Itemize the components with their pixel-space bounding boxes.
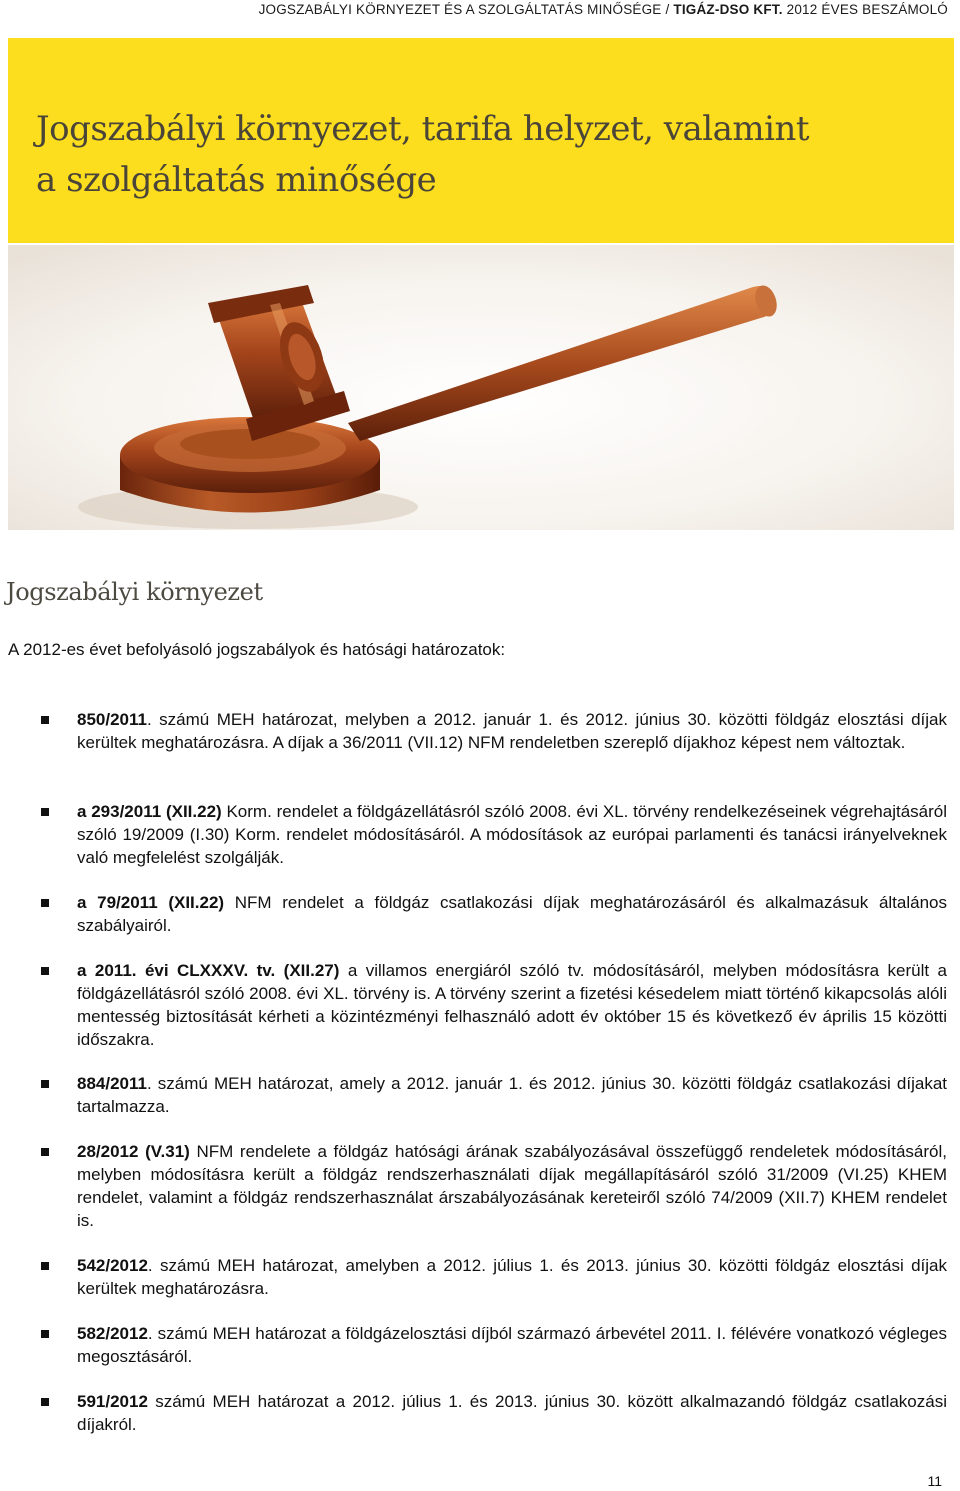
- list-item: [77, 891, 947, 937]
- square-bullet-icon: [41, 967, 49, 975]
- regulation-text: számú MEH határozat a 2012. július 1. és 2013. június 30. között alkalmazandó földgáz csatlakozási díjakról.: [77, 1392, 947, 1434]
- regulation-text: . számú MEH határozat, melyben a 2012. január 1. és 2012. június 30. közötti földgáz elosztási díjak kerültek meghatározásra. A díjak a 36/2011 (VII.12) NFM rendeletben szereplő díjakhoz képest nem változtak.: [77, 710, 947, 752]
- regulation-text: NFM rendelet a földgáz csatlakozási díjak meghatározásáról és alkalmazásuk általános szabályairól.: [77, 893, 947, 935]
- page-number: 11: [927, 1473, 942, 1489]
- regulation-ref: 582/2012: [77, 1324, 148, 1343]
- square-bullet-icon: [41, 1262, 49, 1270]
- gavel-photo: [8, 245, 954, 530]
- title-band: [8, 38, 954, 243]
- square-bullet-icon: [41, 808, 49, 816]
- page-title-line-1: Jogszabályi környezet, tarifa helyzet, valamint: [36, 109, 810, 149]
- regulation-ref: 850/2011: [77, 710, 147, 729]
- square-bullet-icon: [41, 1398, 49, 1406]
- regulation-text: a villamos energiáról szóló tv. módosításáról, melyben módosításra került a földgázellátásról szóló 2008. évi XL. törvény is. A törvény szerint a fizetési késedelem miatt történő kikapcsolás alóli mentesség biztosítását kérheti a közintézményi felhasználó adott év október 15 és következő év április 15 közötti időszakra.: [77, 961, 947, 1049]
- gavel-illustration: [8, 245, 954, 530]
- regulation-ref: a 293/2011 (XII.22): [77, 802, 222, 821]
- regulation-text: NFM rendelete a földgáz hatósági árának szabályozásával összefüggő rendeletek módosításáról, melyben módosításra került a földgáz rendszerhasználati díjak megállapításáról szóló 31/2009 (VI.25) KHEM rendelet, valamint a földgáz rendszerhasználat árszabályozásának kereteiről szóló 74/2009 (XII.7) KHEM rendelet is.: [77, 1142, 947, 1230]
- list-item: [77, 959, 947, 1051]
- regulation-ref: 884/2011: [77, 1074, 147, 1093]
- list-item: [77, 1072, 947, 1118]
- running-header-prefix: JOGSZABÁLYI KÖRNYEZET ÉS A SZOLGÁLTATÁS MINŐSÉGE /: [258, 2, 674, 17]
- square-bullet-icon: [41, 716, 49, 724]
- section-intro: A 2012-es évet befolyásoló jogszabályok és hatósági határozatok:: [8, 640, 506, 659]
- regulation-ref: 28/2012 (V.31): [77, 1142, 190, 1161]
- list-item: [77, 1140, 947, 1232]
- list-item: [77, 1254, 947, 1300]
- list-item: [77, 1390, 947, 1436]
- regulation-text: . számú MEH határozat, amely a 2012. január 1. és 2012. június 30. közötti földgáz csatlakozási díjakat tartalmazza.: [77, 1074, 947, 1116]
- regulation-text: . számú MEH határozat, amelyben a 2012. július 1. és 2013. június 30. közötti földgáz elosztási díjak kerültek meghatározásra.: [77, 1256, 947, 1298]
- section-heading: Jogszabályi környezet: [6, 578, 263, 606]
- page-title: [36, 104, 936, 206]
- list-item: [77, 708, 947, 754]
- list-item: [77, 1322, 947, 1368]
- running-header: [259, 2, 948, 17]
- regulation-text: Korm. rendelet a földgázellátásról szóló 2008. évi XL. törvény rendelkezéseinek végrehajtásáról szóló 19/2009 (I.30) Korm. rendelet módosításáról. A módosítások az európai parlamenti és tanácsi irányelveknek való megfelelést szolgálják.: [77, 802, 947, 867]
- square-bullet-icon: [41, 1330, 49, 1338]
- regulation-ref: a 79/2011 (XII.22): [77, 893, 225, 912]
- square-bullet-icon: [41, 1080, 49, 1088]
- regulation-text: . számú MEH határozat a földgázelosztási díjból származó árbevétel 2011. I. félévére vonatkozó végleges megosztásáról.: [77, 1324, 947, 1366]
- page-title-line-2: a szolgáltatás minősége: [36, 160, 437, 200]
- square-bullet-icon: [41, 899, 49, 907]
- regulation-ref: a 2011. évi CLXXXV. tv. (XII.27): [77, 961, 340, 980]
- regulation-ref: 591/2012: [77, 1392, 148, 1411]
- square-bullet-icon: [41, 1148, 49, 1156]
- running-header-suffix: 2012 ÉVES BESZÁMOLÓ: [782, 2, 948, 17]
- regulation-ref: 542/2012: [77, 1256, 148, 1275]
- running-header-company: TIGÁZ-DSO KFT.: [673, 2, 783, 17]
- list-item: [77, 800, 947, 869]
